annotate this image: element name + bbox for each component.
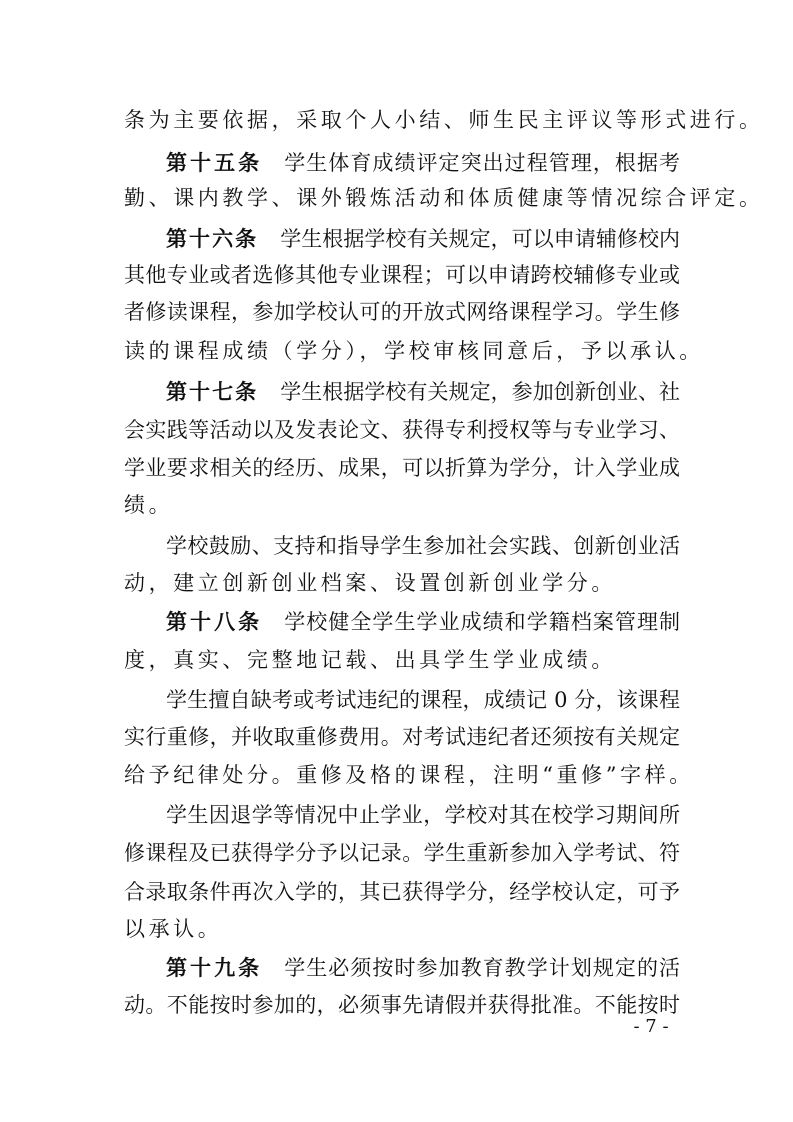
text-line (124, 838, 680, 868)
paragraph-text: 学生根据学校有关规定，可以申请辅修校内 (280, 227, 681, 251)
text-line (124, 760, 694, 790)
text-line (124, 260, 680, 290)
paragraph-text: 学生因退学等情况中止学业，学校对其在校学习期间所 (166, 803, 680, 827)
paragraph-text: 动，建立创新创业档案、设置创新创业学分。 (124, 571, 616, 595)
paragraph-text: 学校健全学生学业成绩和学籍档案管理制 (284, 610, 681, 634)
text-line (166, 148, 680, 178)
text-line (166, 953, 680, 983)
paragraph-text: 学生体育成绩评定突出过程管理，根据考 (284, 151, 681, 175)
paragraph-text: 者修读课程，参加学校认可的开放式网络课程学习。学生修 (124, 300, 680, 324)
text-line (124, 722, 680, 752)
text-line (166, 800, 680, 830)
text-line (124, 183, 764, 213)
paragraph-text: 度，真实、完整地记载、出具学生学业成绩。 (124, 648, 616, 672)
paragraph-text: 修课程及已获得学分予以记录。学生重新参加入学考试、符 (124, 841, 680, 865)
text-line (124, 453, 680, 483)
paragraph-text: 绩。 (124, 493, 174, 517)
paragraph-text: 勤、课内教学、课外锻炼活动和体质健康等情况综合评定。 (124, 186, 764, 210)
text-line (124, 297, 680, 327)
paragraph-text: 学业要求相关的经历、成果，可以折算为学分，计入学业成 (124, 456, 680, 480)
article-heading: 第十六条 (166, 226, 259, 251)
text-line (124, 568, 680, 598)
text-line (166, 607, 680, 637)
text-line (124, 645, 680, 675)
article-heading: 第十五条 (166, 150, 263, 175)
article-heading: 第十七条 (166, 379, 259, 404)
paragraph-text: 实行重修，并收取重修费用。对考试违纪者还须按有关规定 (124, 725, 680, 749)
text-line (124, 990, 680, 1020)
page-number: - 7 - (633, 1016, 669, 1037)
paragraph-text: 学校鼓励、支持和指导学生参加社会实践、创新创业活 (166, 534, 680, 558)
text-line (124, 415, 680, 445)
paragraph-text: 动。不能按时参加的，必须事先请假并获得批准。不能按时 (124, 993, 680, 1017)
paragraph-text: 学生擅自缺考或考试违纪的课程，成绩记 0 分，该课程 (166, 688, 680, 712)
paragraph-text: 其他专业或者选修其他专业课程；可以申请跨校辅修专业或 (124, 263, 680, 287)
text-line (124, 105, 764, 135)
text-line (166, 685, 680, 715)
article-heading: 第十九条 (166, 955, 263, 980)
paragraph-text: 给予纪律处分。重修及格的课程，注明“重修”字样。 (124, 763, 694, 787)
text-line (166, 531, 680, 561)
paragraph-text: 学生必须按时参加教育教学计划规定的活 (284, 956, 681, 980)
text-line (124, 914, 680, 944)
text-line (166, 224, 680, 254)
paragraph-text: 学生根据学校有关规定，参加创新创业、社 (280, 380, 681, 404)
article-heading: 第十八条 (166, 609, 263, 634)
text-line (124, 877, 680, 907)
paragraph-text: 条为主要依据，采取个人小结、师生民主评议等形式进行。 (124, 108, 764, 132)
text-line (166, 377, 680, 407)
paragraph-text: 读的课程成绩（学分），学校审核同意后，予以承认。 (124, 339, 704, 363)
paragraph-text: 以承认。 (124, 917, 223, 941)
paragraph-text: 会实践等活动以及发表论文、获得专利授权等与专业学习、 (124, 418, 680, 442)
text-line (124, 490, 680, 520)
text-line (124, 336, 704, 366)
paragraph-text: 合录取条件再次入学的，其已获得学分，经学校认定，可予 (124, 880, 680, 904)
